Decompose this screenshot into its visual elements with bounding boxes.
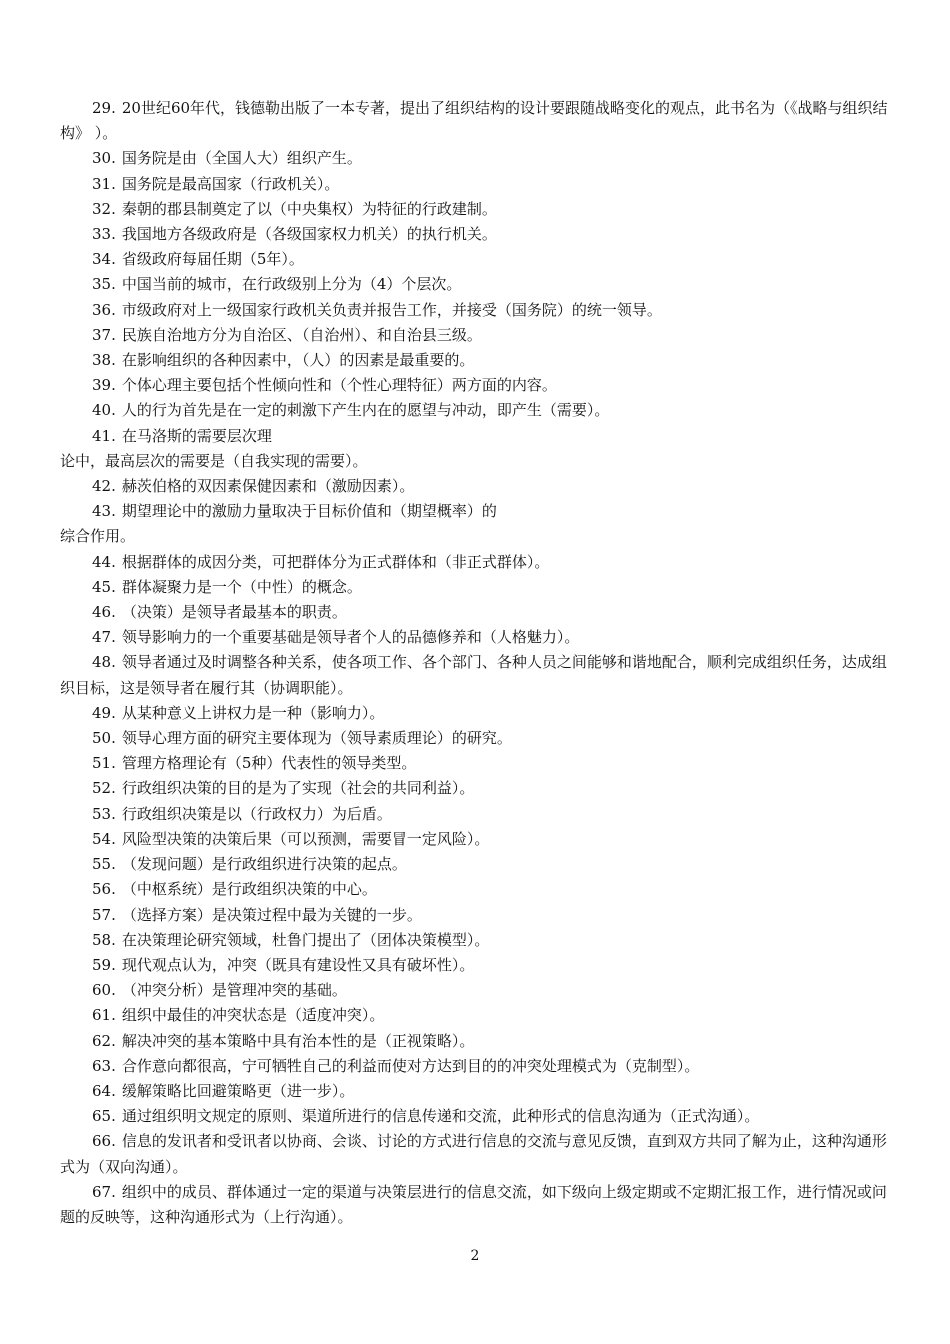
item-number: 65. xyxy=(92,1107,116,1126)
list-item xyxy=(60,953,895,978)
item-number: 48. xyxy=(92,653,116,672)
item-number: 64. xyxy=(92,1081,116,1100)
item-text: 解决冲突的基本策略中具有治本性的是（正视策略）。 xyxy=(121,1031,475,1050)
item-text: （选择方案）是决策过程中最为关键的一步。 xyxy=(121,905,422,924)
item-text: 赫茨伯格的双因素保健因素和（激励因素）。 xyxy=(121,477,415,496)
list-item xyxy=(60,701,895,726)
item-text: 从某种意义上讲权力是一种（影响力）。 xyxy=(121,703,385,722)
item-number: 38. xyxy=(92,351,116,370)
list-item xyxy=(60,348,895,373)
list-item xyxy=(60,1180,895,1230)
item-text: 行政组织决策的目的是为了实现（社会的共同利益）。 xyxy=(121,779,475,798)
item-text: （冲突分析）是管理冲突的基础。 xyxy=(121,981,347,1000)
item-text: 缓解策略比回避策略更（进一步）。 xyxy=(121,1081,355,1100)
item-number: 42. xyxy=(92,477,116,496)
page-number: 2 xyxy=(470,1248,480,1264)
item-text: 信息的发讯者和受讯者以协商、会谈、讨论的方式进行信息的交流与意见反馈，直到双方共同了解为止，这种沟通形式为（双向沟通）。 xyxy=(60,1132,887,1176)
item-number: 46. xyxy=(92,603,116,622)
list-item xyxy=(60,625,895,650)
item-number: 59. xyxy=(92,955,116,974)
item-number: 29. xyxy=(92,99,116,117)
item-number: 67. xyxy=(92,1182,116,1201)
list-item xyxy=(60,373,895,398)
list-item xyxy=(60,726,895,751)
list-item xyxy=(60,928,895,953)
item-text: 期望理论中的激励力量取决于目标价值和（期望概率）的 xyxy=(121,502,497,521)
item-text: 风险型决策的决策后果（可以预测，需要冒一定风险）。 xyxy=(121,829,490,848)
list-item xyxy=(60,146,895,171)
list-item xyxy=(60,550,895,575)
item-number: 49. xyxy=(92,703,116,722)
list-item xyxy=(60,197,895,222)
list-item xyxy=(60,298,895,323)
item-text: 在影响组织的各种因素中，（人）的因素是最重要的。 xyxy=(121,351,475,370)
list-item xyxy=(60,1054,895,1079)
item-number: 57. xyxy=(92,905,116,924)
list-item xyxy=(60,1104,895,1129)
item-text: 国务院是最高国家（行政机关）。 xyxy=(121,174,340,193)
list-item xyxy=(60,776,895,801)
item-text: 领导者通过及时调整各种关系，使各项工作、各个部门、各种人员之间能够和谐地配合，顺利完成组织任务，达成组织目标，这是领导者在履行其（协调职能）。 xyxy=(60,653,887,697)
item-number: 33. xyxy=(92,225,116,244)
item-text-continuation: 论中，最高层次的需要是（自我实现的需要）。 xyxy=(60,451,368,470)
item-text: 组织中的成员、群体通过一定的渠道与决策层进行的信息交流，如下级向上级定期或不定期汇报工作，进行情况或问题的反映等，这种沟通形式为（上行沟通）。 xyxy=(60,1182,887,1226)
item-text: 领导心理方面的研究主要体现为（领导素质理论）的研究。 xyxy=(121,729,512,748)
item-number: 30. xyxy=(92,149,116,168)
item-text: 省级政府每届任期（5年）。 xyxy=(121,250,304,269)
item-number: 66. xyxy=(92,1132,116,1151)
item-text: 在决策理论研究领域，杜鲁门提出了（团体决策模型）。 xyxy=(121,930,490,949)
list-item xyxy=(60,827,895,852)
item-number: 34. xyxy=(92,250,116,269)
item-number: 63. xyxy=(92,1056,116,1075)
item-number: 45. xyxy=(92,577,116,596)
item-number: 60. xyxy=(92,981,116,1000)
item-number: 41. xyxy=(92,426,116,445)
item-text: 组织中最佳的冲突状态是（适度冲突）。 xyxy=(121,1006,385,1025)
item-number: 51. xyxy=(92,754,116,773)
item-text: 我国地方各级政府是（各级国家权力机关）的执行机关。 xyxy=(121,225,497,244)
item-text: 秦朝的郡县制奠定了以（中央集权）为特征的行政建制。 xyxy=(121,199,497,218)
list-item xyxy=(60,172,895,197)
list-item xyxy=(60,247,895,272)
item-number: 39. xyxy=(92,376,116,395)
item-number: 58. xyxy=(92,930,116,949)
list-item xyxy=(60,600,895,625)
item-number: 55. xyxy=(92,855,116,874)
item-number: 47. xyxy=(92,628,116,647)
item-number: 32. xyxy=(92,199,116,218)
list-item xyxy=(60,751,895,776)
item-number: 44. xyxy=(92,552,116,571)
item-text: 国务院是由（全国人大）组织产生。 xyxy=(121,149,362,168)
item-text: 合作意向都很高，宁可牺牲自己的利益而使对方达到目的的冲突处理模式为（克制型）。 xyxy=(121,1056,700,1075)
list-item xyxy=(60,474,895,499)
item-text: （发现问题）是行政组织进行决策的起点。 xyxy=(121,855,407,874)
list-item xyxy=(60,1079,895,1104)
item-text: 领导影响力的一个重要基础是领导者个人的品德修养和（人格魅力）。 xyxy=(121,628,580,647)
item-text: 管理方格理论有（5种）代表性的领导类型。 xyxy=(121,754,417,773)
list-item xyxy=(60,978,895,1003)
list-item xyxy=(60,272,895,297)
item-number: 36. xyxy=(92,300,116,319)
item-number: 40. xyxy=(92,401,116,420)
item-text: 人的行为首先是在一定的刺激下产生内在的愿望与冲动，即产生（需要）。 xyxy=(121,401,610,420)
item-text: 中国当前的城市，在行政级别上分为（4）个层次。 xyxy=(121,275,462,294)
item-text: 民族自治地方分为自治区、（自治州）、和自治县三级。 xyxy=(121,325,482,344)
item-text: 通过组织明文规定的原则、渠道所进行的信息传递和交流，此种形式的信息沟通为（正式沟通）。 xyxy=(121,1107,760,1126)
list-item xyxy=(60,852,895,877)
item-text: 在马洛斯的需要层次理 xyxy=(121,426,272,445)
item-number: 35. xyxy=(92,275,116,294)
item-number: 56. xyxy=(92,880,116,899)
list-item xyxy=(60,398,895,423)
list-item xyxy=(60,1029,895,1054)
list-item xyxy=(60,499,895,524)
item-number: 52. xyxy=(92,779,116,798)
list-item xyxy=(60,650,895,700)
list-item xyxy=(60,877,895,902)
list-item xyxy=(60,802,895,827)
list-item xyxy=(60,903,895,928)
item-number: 43. xyxy=(92,502,116,521)
item-text: 现代观点认为，冲突（既具有建设性又具有破坏性）。 xyxy=(121,955,475,974)
item-text: （决策）是领导者最基本的职责。 xyxy=(121,603,347,622)
item-number: 53. xyxy=(92,804,116,823)
list-item xyxy=(60,424,895,449)
item-number: 62. xyxy=(92,1031,116,1050)
item-number: 61. xyxy=(92,1006,116,1025)
item-text: 群体凝聚力是一个（中性）的概念。 xyxy=(121,577,362,596)
list-item xyxy=(60,96,895,146)
list-item xyxy=(60,575,895,600)
item-number: 54. xyxy=(92,829,116,848)
item-number: 37. xyxy=(92,325,116,344)
question-list xyxy=(60,96,895,1230)
item-text-continuation: 综合作用。 xyxy=(60,527,136,546)
list-item xyxy=(60,1129,895,1179)
item-text: （中枢系统）是行政组织决策的中心。 xyxy=(121,880,377,899)
item-number: 31. xyxy=(92,174,116,193)
list-item xyxy=(60,1003,895,1028)
list-item xyxy=(60,222,895,247)
item-number: 50. xyxy=(92,729,116,748)
item-text: 行政组织决策是以（行政权力）为后盾。 xyxy=(121,804,392,823)
item-text: 市级政府对上一级国家行政机关负责并报告工作，并接受（国务院）的统一领导。 xyxy=(121,300,662,319)
item-text: 20世纪60年代，钱德勒出版了一本专著，提出了组织结构的设计要跟随战略变化的观点，此书名为（《战略与组织结构》 ）。 xyxy=(60,99,888,143)
item-text: 根据群体的成因分类，可把群体分为正式群体和（非正式群体）。 xyxy=(121,552,550,571)
item-text: 个体心理主要包括个性倾向性和（个性心理特征）两方面的内容。 xyxy=(121,376,557,395)
list-item xyxy=(60,323,895,348)
